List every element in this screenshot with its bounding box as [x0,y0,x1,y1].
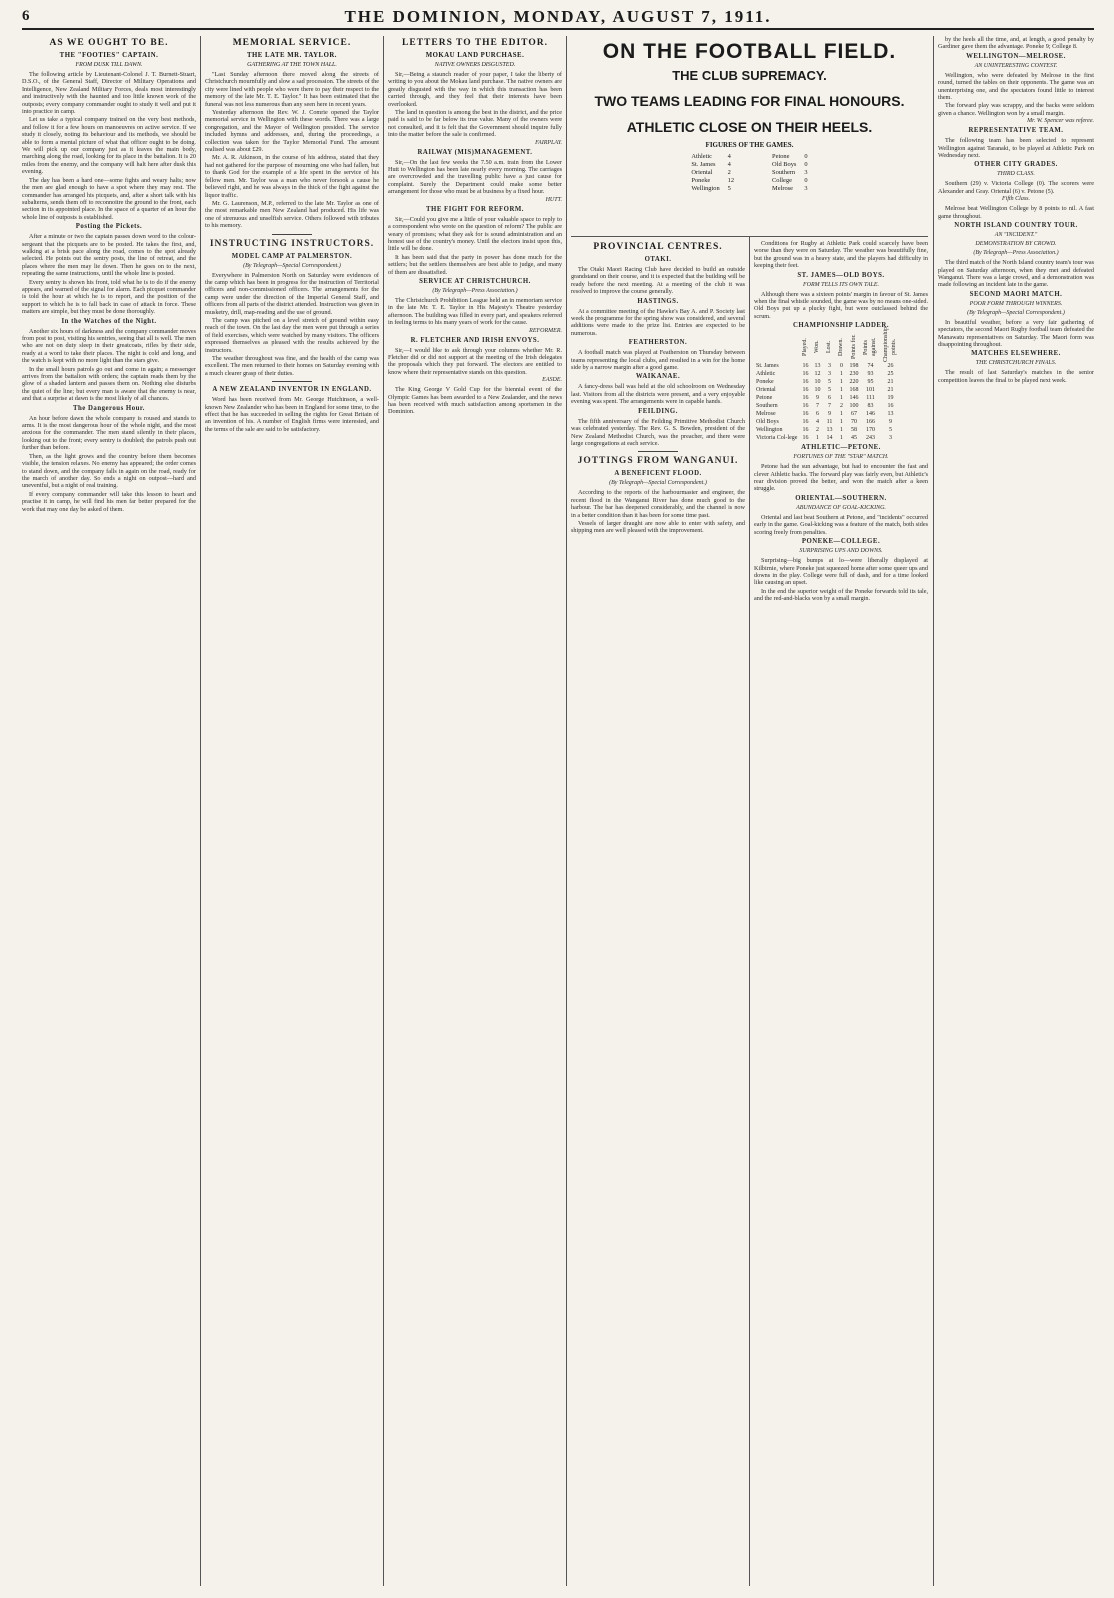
table-row: College 0 [772,177,808,184]
smallhead: THE CHRISTCHURCH FINALS. [975,360,1057,367]
smallhead: DEMONSTRATION BY CROWD. [975,241,1057,248]
byline: (By Telegraph—Special Correspondent.) [967,309,1065,316]
subhead: WELLINGTON—MELROSE. [966,52,1066,60]
subhead: ATHLETIC—PETONE. [801,444,881,452]
table-row: Athletic 4 [691,153,731,160]
article-text: Sir,—Being a staunch reader of your paper, I take the liberty of writing to you about the Mokau land purchase. The native owners are greatly disgusted with the way in which this transaction has been carried through, and they feel that their interests have been overlooked. The land in question is among the best in the district, and the price paid is said to be far below its true value. Many of the owners were not consulted, and it is felt that the Government should inquire fully into the matter before the sale is confirmed. FAIRPLAY. RAILWAY (MIS)MANAGEMENT. Sir,—On the last few weeks the 7.50 a.m. train from the Lower Hutt to Wellington has been late nearly every morning. The carriages are overcrowded and the travelling public have a just cause for complaint. Surely the Department could make some better arrangement for those who must be at business by a fixed hour. HUTT. THE FIGHT FOR REFORM. Sir,—Could you give me a little of your valuable space to reply to a correspondent who wrote on the question of reform? The public are weary of promises; what they ask for is sound administration and an honest use of the country's money. Until the electors insist upon this, little will be done. It has been said that the party in power has done much for the settlers; but the settlers themselves are best able to judge, and many of them are dissatisfied. SERVICE AT CHRISTCHURCH. (By Telegraph—Press Association.) The Christchurch Prohibition League held an in memoriam service in the late Mr. T. E. Taylor in His Majesty's Theatre yesterday afternoon. The building was filled in every part, and speakers referred in feeling terms to his many years of work for the cause. REFORMER. R. FLETCHER AND IRISH ENVOYS. Sir,—I would like to ask through your columns whether Mr. R. Fletcher did or did not support at the meeting of the Irish delegates the proposals which they put forward. The electors are entitled to know where their representative stands on this question. EASDE. The King George V Gold Cup for the biennial event of the Olympic Games has been awarded to a New Zealander, and the news has been received with much satisfaction among sportsmen in the Dominion. [388,71,562,416]
results-table-right [768,153,812,193]
smallhead: FORM TELLS ITS OWN TALE. [802,281,880,288]
section-head: In the Watches of the Night. [61,317,157,325]
signature: HUTT. [545,196,562,203]
smallhead: AN UNINTERESTING CONTEST. [974,62,1058,69]
signature: Mr. W. Spencer was referee. [1027,118,1094,125]
signature: EASDE. [542,377,562,384]
subhead: R. FLETCHER AND IRISH ENVOYS. [410,336,540,344]
dateline: GATHERING AT THE TOWN HALL. [247,62,337,68]
town-head: FEATHERSTON. [628,339,688,347]
headline: AS WE OUGHT TO BE. [49,38,169,48]
subhead: THE FIGHT FOR REFORM. [426,205,524,213]
championship-ladder: Played. Won. Lost. Drawn. Points for. Points against. Championship points. St. James 16 13 3 0 198 74 26 Athletic 16 12 3 1 230 93 25 Poneke 16 10 5 1 220 95 21 Oriental 16 10 5 1 168 101 21 Petone 16 9 6 1 146 111 19 Southern 16 7 7 2 100 83 16 Melrose 16 6 9 1 67 146 13 Old Boys 16 4 11 1 70 166 9 Wellington 16 2 13 1 58 170 5 Victoria Col-lege 16 1 14 1 45 243 3 [754,332,900,442]
dateline: NATIVE OWNERS DISGUSTED. [434,62,516,68]
subhead: ORIENTAL—SOUTHERN. [795,494,887,502]
smallhead: THIRD CLASS. [997,171,1035,178]
feature-headline: ON THE FOOTBALL FIELD. [602,40,897,63]
article-text: Conditions for Rugby at Athletic Park could scarcely have been worse than they were on Saturday. The weather was beautifully fine, but the ground was in a heavy state, and the players had difficulty in keeping their feet. ST. JAMES—OLD BOYS. FORM TELLS ITS OWN TALE. Although there was a sixteen points' margin in favour of St. James when the final whistle sounded, the game was by no means one-sided. Old Boys put up a plucky fight, but were outclassed behind the scrum. CHAMPIONSHIP LADDER. Played. Won. Lost. Drawn. Points for. Points against. Championship points. St. James 16 13 3 0 198 74 26 Athletic 16 12 3 1 230 93 25 Poneke 16 10 5 1 220 95 21 Oriental 16 10 5 1 168 101 21 Petone 16 9 6 1 146 111 19 Southern 16 7 7 2 100 83 16 Melrose 16 6 9 1 67 146 13 Old Boys 16 4 11 1 70 166 9 Wellington 16 2 13 1 58 170 5 Victoria Col-lege 16 1 14 1 45 243 3 ATHLETIC—PETONE. FORTUNES OF THE "STAR" MATCH. Petone had the sun advantage, but had to encounter the fast and clever Athletic backs. The forward play was fairly even, but Athletic's rear division proved the better, and won the match after a keen struggle. ORIENTAL—SOUTHERN. ABUNDANCE OF GOAL-KICKING. Oriental and last beat Southern at Petone, and "incidents" occurred early in the game. Goal-kicking was a feature of the match, both sides scoring freely from penalties. PONEKE—COLLEGE. SURPRISING UPS AND DOWNS. Surprising—big bumps at lo—were liberally displayed at Kilbirnie, where Poneke just squeezed home after some queer ups and downs in the play. College were full of dash, and for a time looked like causing an upset. In the end the superior weight of the Poneke forwards told its tale, and the red-and-blacks won by a small margin. [754,240,928,603]
subhead: MODEL CAMP AT PALMERSTON. [231,252,353,260]
town-head: WAIKANAE. [635,373,681,381]
subhead: RAILWAY (MIS)MANAGEMENT. [417,148,533,156]
smallhead: FORTUNES OF THE "STAR" MATCH. [793,454,889,461]
table-row: Athletic 16 12 3 1 230 93 25 [756,371,894,378]
headline: LETTERS TO THE EDITOR. [402,38,548,48]
table-row: Melrose 3 [772,185,808,192]
section-head: The Dangerous Hour. [72,404,145,412]
ladder-title: CHAMPIONSHIP LADDER. [792,322,890,330]
subhead: SECOND MAORI MATCH. [969,290,1063,298]
section-head: Posting the Pickets. [75,223,143,231]
smallhead: AN "INCIDENT." [994,232,1038,239]
feature-subhead: THE CLUB SUPREMACY. [672,68,827,83]
article-text: by the heels all the time, and, at length, a good penalty by Gardiner gave them the advantage. Poneke 9; College 8. WELLINGTON—MELROSE. AN UNINTERESTING CONTEST. Wellington, who were defeated by Melrose in the first round, turned the tables on their opponents. The game was an unenterprising one, and the spectators found little to interest them. The forward play was scrappy, and the backs were seldom given a chance. Wellington won by a small margin. Mr. W. Spencer was referee. REPRESENTATIVE TEAM. The following team has been selected to represent Wellington against Taranaki, to be played at Athletic Park on Wednesday next. OTHER CITY GRADES. THIRD CLASS. Southern (29) v. Victoria College (0). The scorers were Alexander and Gray. Oriental (6) v. Petone (5). Fifth Class. Melrose beat Wellington College by 8 points to nil. A fast game throughout. NORTH ISLAND COUNTRY TOUR. AN "INCIDENT." DEMONSTRATION BY CROWD. (By Telegraph—Press Association.) The third match of the North Island country team's tour was played on Saturday afternoon, when they met and defeated Wanganui. There was a large crowd, and a demonstration was made following an incident late in the game. SECOND MAORI MATCH. POOR FORM THROUGH WINNERS. (By Telegraph—Special Correspondent.) In beautiful weather, before a very fair gathering of spectators, the second Maori Rugby football team defeated the Manawatu representatives on Saturday. The Maori form was disappointing throughout. MATCHES ELSEWHERE. THE CHRISTCHURCH FINALS. The result of last Saturday's matches in the senior competition leaves the final to be played next week. [938,36,1094,384]
table-row: Oriental 2 [691,169,731,176]
table-row: Old Boys 0 [772,161,808,168]
byline: (By Telegraph—Press Association.) [432,287,518,294]
subhead: NORTH ISLAND COUNTRY TOUR. [954,222,1078,230]
column-3 [388,36,562,1586]
byline: (By Telegraph—Special Correspondent.) [609,480,707,487]
article-text: "Last Sunday afternoon there moved along the streets of Christchurch mournfully and slow a sad procession. The streets of the city were lined with people who were there to pay their respect to the memory of the late Mr. T. E. Taylor." It has been estimated that the funeral was not less numerous than any seen here in recent years. Yesterday afternoon the Rev. W. J. Comrie opened the Taylor memorial service in Wellington with these words. There was a large congregation, and the Mayor of Wellington presided. The service included hymns and addresses, and, during the proceedings, a collection was taken for the Taylor Memorial Fund. The amount realised was about £29. Mr. A. R. Atkinson, in the course of his address, stated that they had not gathered for the purpose of mourning one who had fallen, but to thank God for the example of a life spent in the service of his fellow men. Mr. Taylor was a man who never forsook a cause he believed right, and he was always in the thick of the fight against the liquor traffic. Mr. G. Laurenson, M.P., referred to the late Mr. Taylor as one of the most remarkable men New Zealand had produced. His life was one of strenuous and unselfish service. Others followed with tributes to his memory. INSTRUCTING INSTRUCTORS. MODEL CAMP AT PALMERSTON. (By Telegraph—Special Correspondent.) Everywhere in Palmerston North on Saturday were evidences of the camp which has been in progress for the instruction of Territorial officers and non-commissioned officers. The arrangements for the camp were under the direction of the Imperial General Staff, and officers from all parts of the district attended. Instruction was given in musketry, drill, map-reading and the use of ground. The camp was pitched on a level stretch of ground within easy reach of the town. On the last day the men were put through a series of field exercises, which were watched by many visitors. The officers expressed themselves as pleased with the results achieved by the instructors. The weather throughout was fine, and the health of the camp was excellent. The men returned to their homes on Saturday evening with a much clearer grasp of their duties. A NEW ZEALAND INVENTOR IN ENGLAND. Word has been received from Mr. George Hutchinson, a well-known New Zealander who has been in England for some time, to the effect that he has succeeded in selling the rights for Great Britain of an invention of his. A number of English firms were interested, and the terms of the sale are said to be satisfactory. [205,71,379,433]
subhead: REPRESENTATIVE TEAM. [968,127,1064,135]
page-number: 6 [22,8,30,24]
column-2 [205,36,379,1586]
signature: FAIRPLAY. [535,139,562,146]
table-row: Poneke 16 10 5 1 220 95 21 [756,379,894,386]
table-row: Poneke 12 [691,177,735,184]
table-row: Victoria Col-lege 16 1 14 1 45 243 3 [756,435,892,442]
smallhead: SURPRISING UPS AND DOWNS. [799,548,883,555]
subhead: A BENEFICENT FLOOD. [614,470,702,478]
article-text: The following article by Lieutenant-Colonel J. T. Burnett-Stuart, D.S.O., of the General Staff, Director of Military Operations and Intelligence, New Zealand Military Forces, deals most interestingly and instructively with the haunted and too little known work of the outposts; every company commander ought to study it well and put it into practice in camp. Let us take a typical company trained on the very best methods, and follow it for a few hours on manoeuvres on active service. If we study it closely, noting its behaviour and its methods, we should be able to form a mental picture of what that officer ought to be doing. We will pick up our company just as it leaves the main body, marching along the road, looking for its place in the battalion. It is 20 miles from the enemy, and the company will halt here after dusk this evening. The day has been a hard one—some fights and weary halts; now the men are glad enough to have a spot where they may rest. The commander has arranged his picquets, and, after a short talk with his subalterns, sends them off to reconnoitre the ground to the front, each section in its appointed place. In the space of a quarter of an hour the whole line of outposts is established. Posting the Pickets. After a minute or two the captain passes down word to the colour-sergeant that the picquets are to be posted. He takes the first, and, walking at a brisk pace along the road, comes to the spot already selected. He points out the sentry posts, the line of retreat, and the places where the men may lie down. Then he goes on to the next, repeating the same instructions, until the whole line is posted. Every sentry is shown his front, told what he is to do if the enemy appears, and warned of the signal for alarm. Each picquet commander is told the hour at which he is to report, and the position of the support to which he is to fall back in case of attack in force. These matters are simple, but they must be done thoroughly. In the Watches of the Night. Another six hours of darkness and the company commander moves from post to post, visiting his sentries, seeing that all is well. The men who are not on duty sleep in their greatcoats, rifles by their side, ready at a word to take their places. The night is cold and long, and the watch is kept with no more light than the stars give. In the small hours patrols go out and come in again; a messenger arrives from the battalion with orders; the captain reads them by the glow of a shaded lantern and passes them on. Nothing else disturbs the quiet of the line; but every man is aware that the enemy is near, and that a surprise at dawn is the most likely of all chances. The Dangerous Hour. An hour before dawn the whole company is roused and stands to arms. It is the most dangerous hour of the whole night, and the most anxious for the commander. The men stand silently in their places, looking out to the front; every sentry is doubled; the patrols push out further than before. Then, as the light grows and the country before them becomes visible, the tension relaxes. No enemy has appeared; the order comes to stand down, and the company falls in again on the road, ready for the march of another day. So ends a night on outpost—hard and uneventful, but a night of real training. If every company commander will take this lesson to heart and practise it in camp, he will find his men far better prepared for the work that may one day be asked of them. [22,71,196,513]
town-head: OTAKI. [644,256,672,263]
town-head: FEILDING. [638,407,678,415]
feature-subhead-2: TWO TEAMS LEADING FOR FINAL HONOURS. [594,93,905,109]
smallhead: POOR FORM THROUGH WINNERS. [969,300,1063,307]
smallhead: Fifth Class. [1001,196,1030,203]
byline: (By Telegraph—Press Association.) [973,250,1059,257]
dateline: FROM DUSK TILL DAWN. [75,62,143,68]
table-row: Wellington 16 2 13 1 58 170 5 [756,427,892,434]
masthead [22,6,1094,30]
table-row: St. James 4 [691,161,731,168]
subhead: THE LATE MR. TAYLOR. [246,52,337,59]
town-head: HASTINGS. [637,297,679,305]
subhead: MOKAU LAND PURCHASE. [425,52,525,59]
article-text: OTAKI. The Otaki Maori Racing Club have decided to build an outside grandstand on their course, and it is expected that the building will be ready before the next meeting. At a meeting of the club it was resolved to improve the course generally. HASTINGS. At a committee meeting of the Hawke's Bay A. and P. Society last week the programme for the spring show was considered, and several additions were made to the prize list. Entries are expected to be numerous. FEATHERSTON. A football match was played at Featherston on Thursday between teams representing the local clubs, and resulted in a win for the home side by a narrow margin after a good game. WAIKANAE. A fancy-dress ball was held at the old schoolroom on Wednesday last. Visitors from all the districts were present, and a very enjoyable evening was spent. The arrangements were in capable hands. FEILDING. The fifth anniversary of the Feilding Primitive Methodist Church was celebrated yesterday. The Rev. G. S. Bowden, president of the New Zealand Methodist Church, was the preacher, and there were large congregations at each service. JOTTINGS FROM WANGANUI. A BENEFICENT FLOOD. (By Telegraph—Special Correspondent.) According to the reports of the harbourmaster and engineer, the recent flood in the Wanganui River has done much good to the harbour. The bar has deepened considerably, and the channel is now in a better condition than it has been for some time past. Vessels of larger draught are now able to enter with safety, and shipping men are well pleased with the improvement. [571,256,745,535]
subhead: MATCHES ELSEWHERE. [971,350,1061,358]
column-4 [571,240,745,1586]
column-6 [938,36,1094,1586]
table-row: Wellington 5 [691,185,731,192]
table-row: St. James 16 13 3 0 198 74 26 [756,363,894,370]
feature-subhead-3: ATHLETIC CLOSE ON THEIR HEELS. [626,119,873,135]
paper-title: THE DOMINION, MONDAY, AUGUST 7, 1911. [344,7,772,26]
table-row: Old Boys 16 4 11 1 70 166 9 [756,419,892,426]
headline: MEMORIAL SERVICE. [232,38,352,48]
table-row: Southern 3 [772,169,808,176]
subhead: THE "FOOTIES" CAPTAIN. [59,52,159,59]
results-table-left [687,153,738,193]
signature: REFORMER. [529,327,562,334]
smallhead: ABUNDANCE OF GOAL-KICKING. [796,504,886,511]
byline: (By Telegraph—Special Correspondent.) [243,262,341,269]
subhead: A NEW ZEALAND INVENTOR IN ENGLAND. [212,386,372,394]
headline: JOTTINGS FROM WANGANUI. [577,456,739,467]
table-row: Southern 16 7 7 2 100 83 16 [756,403,894,410]
figures-title: FIGURES OF THE GAMES. [705,141,794,149]
table-row: Melrose 16 6 9 1 67 146 13 [756,411,894,418]
feature-block [571,36,928,237]
headline: PROVINCIAL CENTRES. [593,242,723,252]
table-row: Oriental 16 10 5 1 168 101 21 [756,387,894,394]
column-1 [22,36,196,1586]
subhead: ST. JAMES—OLD BOYS. [797,271,885,279]
column-5 [754,240,928,1586]
headline: INSTRUCTING INSTRUCTORS. [209,238,375,249]
subhead: OTHER CITY GRADES. [974,161,1058,169]
table-row: Petone 0 [772,153,808,160]
subhead: SERVICE AT CHRISTCHURCH. [419,277,531,285]
subhead: PONEKE—COLLEGE. [801,538,881,546]
table-row: Petone 16 9 6 1 146 111 19 [756,395,894,402]
